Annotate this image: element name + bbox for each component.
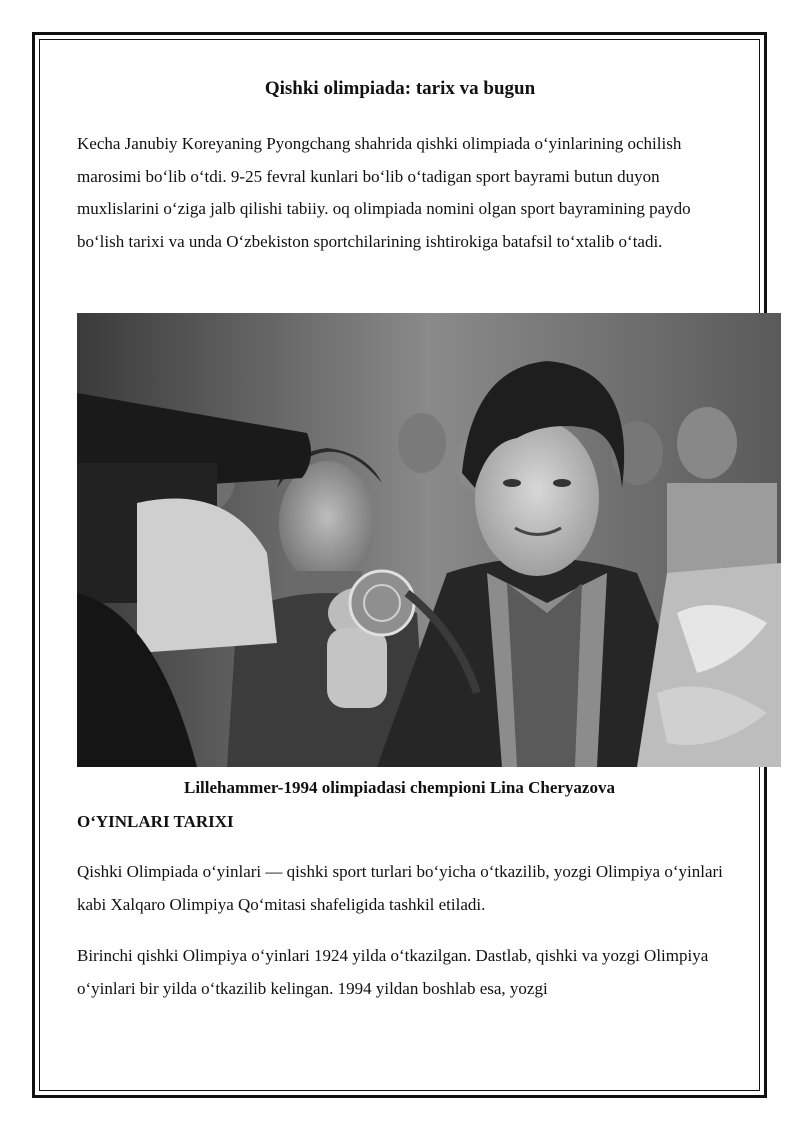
intro-paragraph: Kecha Janubiy Koreyaning Pyongchang shahrida qishki olimpiada o‘yinlarining ochilish marosimi bo‘lib o‘tdi. 9-25 fevral kunlari bo‘lib o‘tadigan sport bayrami butun duyon muxlislarini o‘ziga jalb qilishi tabiiy. oq olimpiada nomini olgan sport bayramining paydo bo‘lish tarixi va unda O‘zbekiston sportchilarining ishtirokiga batafsil to‘xtalib o‘tadi. [77,134,691,251]
body-paragraph: Qishki Olimpiada o‘yinlari — qishki sport turlari bo‘yicha o‘tkazilib, yozgi Olimpiya o‘yinlari kabi Xalqaro Olimpiya Qo‘mitasi shafeligida tashkil etiladi. [77,862,723,914]
article-title: Qishki olimpiada: tarix va bugun [264,78,536,99]
photo-illustration [77,313,781,767]
body-paragraph: Birinchi qishki Olimpiya o‘yinlari 1924 yilda o‘tkazilgan. Dastlab, qishki va yozgi Olimpiya o‘yinlari bir yilda o‘tkazilib kelingan. 1994 yildan boshlab esa, yozgi [77,946,709,998]
article-photo [77,313,781,767]
photo-caption: Lillehammer-1994 olimpiadasi chempioni Lina Cheryazova [184,778,615,797]
section-heading: O‘YINLARI TARIXI [77,812,234,831]
